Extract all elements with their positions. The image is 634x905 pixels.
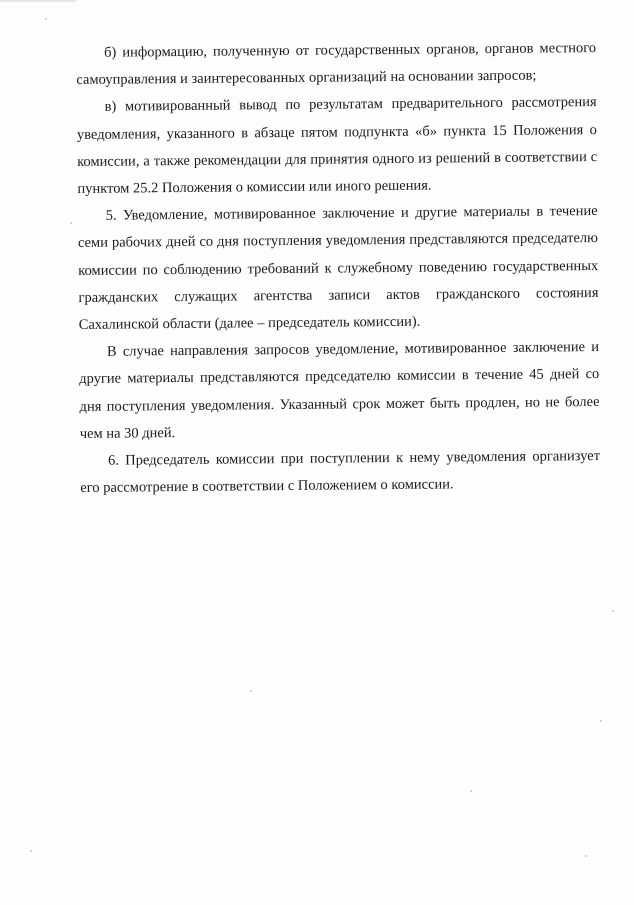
paragraph-v-conclusion: в) мотивированный вывод по результатам предварительного рассмотрения уведомления, указанного в абзаце пятом подпункта «б» пункта 15 Положения о комиссии, а также рекомендации для принятия одного из решений в соответствии с пунктом 25.2 Положения о комиссии или иного решения. (76, 94, 598, 198)
scan-speck (585, 855, 587, 857)
scan-speck (250, 690, 252, 692)
paragraph-b-information: б) информацию, полученную от государственных органов, органов местного самоуправления и заинтересованных организаций на основании запросов; (76, 40, 597, 89)
scan-top-edge (0, 0, 634, 2)
scan-speck (470, 790, 472, 792)
scan-speck (45, 18, 47, 20)
scan-speck (70, 222, 72, 224)
scan-speck (600, 720, 602, 722)
paragraph-requests-deadline: В случае направления запросов уведомление, мотивированное заключение и другие материалы представляются председателю комиссии в течение 45 дней со дня поступления уведомления. Указанный срок может быть продлен, но не более чем на 30 дней. (79, 339, 600, 442)
paragraph-6-chairman: 6. Председатель комиссии при поступлении к нему уведомления организует его рассмотрение в соответствии с Положением о комиссии. (80, 448, 601, 497)
scan-speck (30, 850, 32, 852)
scan-speck (612, 610, 614, 612)
paragraph-5-submission: 5. Уведомление, мотивированное заключение и другие материалы в течение семи рабочих дней со дня поступления уведомления представляются председателю комиссии по соблюдению требований к служебному поведению государственных гражданских служащих агентства записи актов гражданского состояния Сахалинской области (далее – председатель комиссии). (77, 203, 599, 334)
document-body (76, 35, 600, 502)
